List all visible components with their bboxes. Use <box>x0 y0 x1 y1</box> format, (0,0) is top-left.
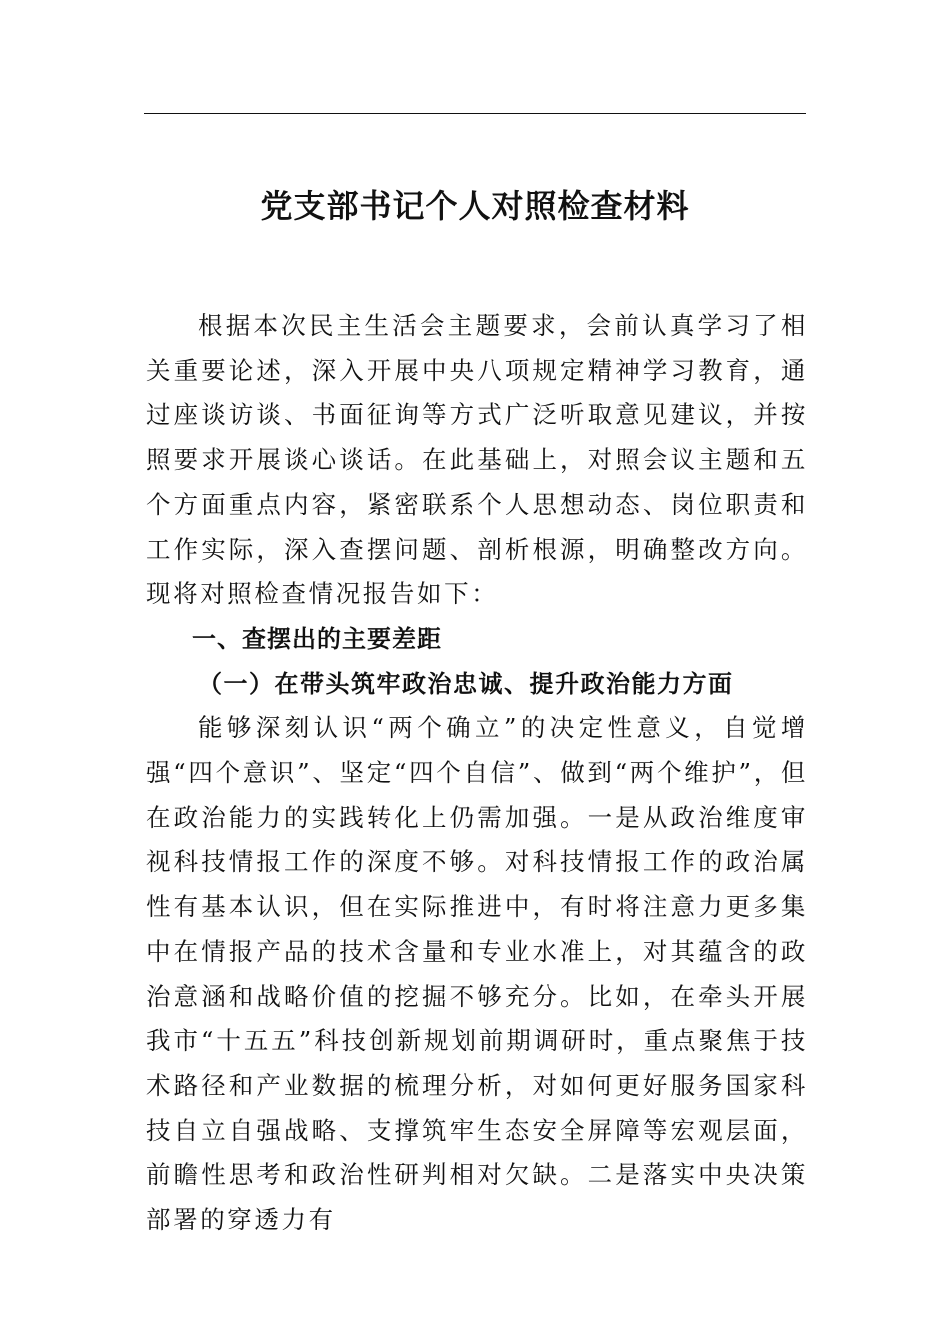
section-heading: 一、查摆出的主要差距 <box>192 624 442 653</box>
intro-paragraph: 根据本次民主生活会主题要求，会前认真学习了相关重要论述，深入开展中央八项规定精神学习教育，通过座谈访谈、书面征询等方式广泛听取意见建议，并按照要求开展谈心谈话。在此基础上，对照会议主题和五个方面重点内容，紧密联系个人思想动态、岗位职责和工作实际，深入查摆问题、剖析根源，明确整改方向。现将对照检查情况报告如下： <box>146 311 808 609</box>
subsection-paragraph: 能够深刻认识“两个确立”的决定性意义，自觉增强“四个意识”、坚定“四个自信”、做到“两个维护”，但在政治能力的实践转化上仍需加强。一是从政治维度审视科技情报工作的深度不够。对科技情报工作的政治属性有基本认识，但在实际推进中，有时将注意力更多集中在情报产品的技术含量和专业水准上，对其蕴含的政治意涵和战略价值的挖掘不够充分。比如，在牵头开展我市“十五五”科技创新规划前期调研时，重点聚焦于技术路径和产业数据的梳理分析，对如何更好服务国家科技自立自强战略、支撑筑牢生态安全屏障等宏观层面，前瞻性思考和政治性研判相对欠缺。二是落实中央决策部署的穿透力有 <box>146 713 808 1235</box>
header-rule <box>144 113 806 114</box>
document-title: 党支部书记个人对照检查材料 <box>260 187 690 225</box>
subsection-heading: （一）在带头筑牢政治忠诚、提升政治能力方面 <box>198 668 734 698</box>
document-body <box>146 304 808 1243</box>
